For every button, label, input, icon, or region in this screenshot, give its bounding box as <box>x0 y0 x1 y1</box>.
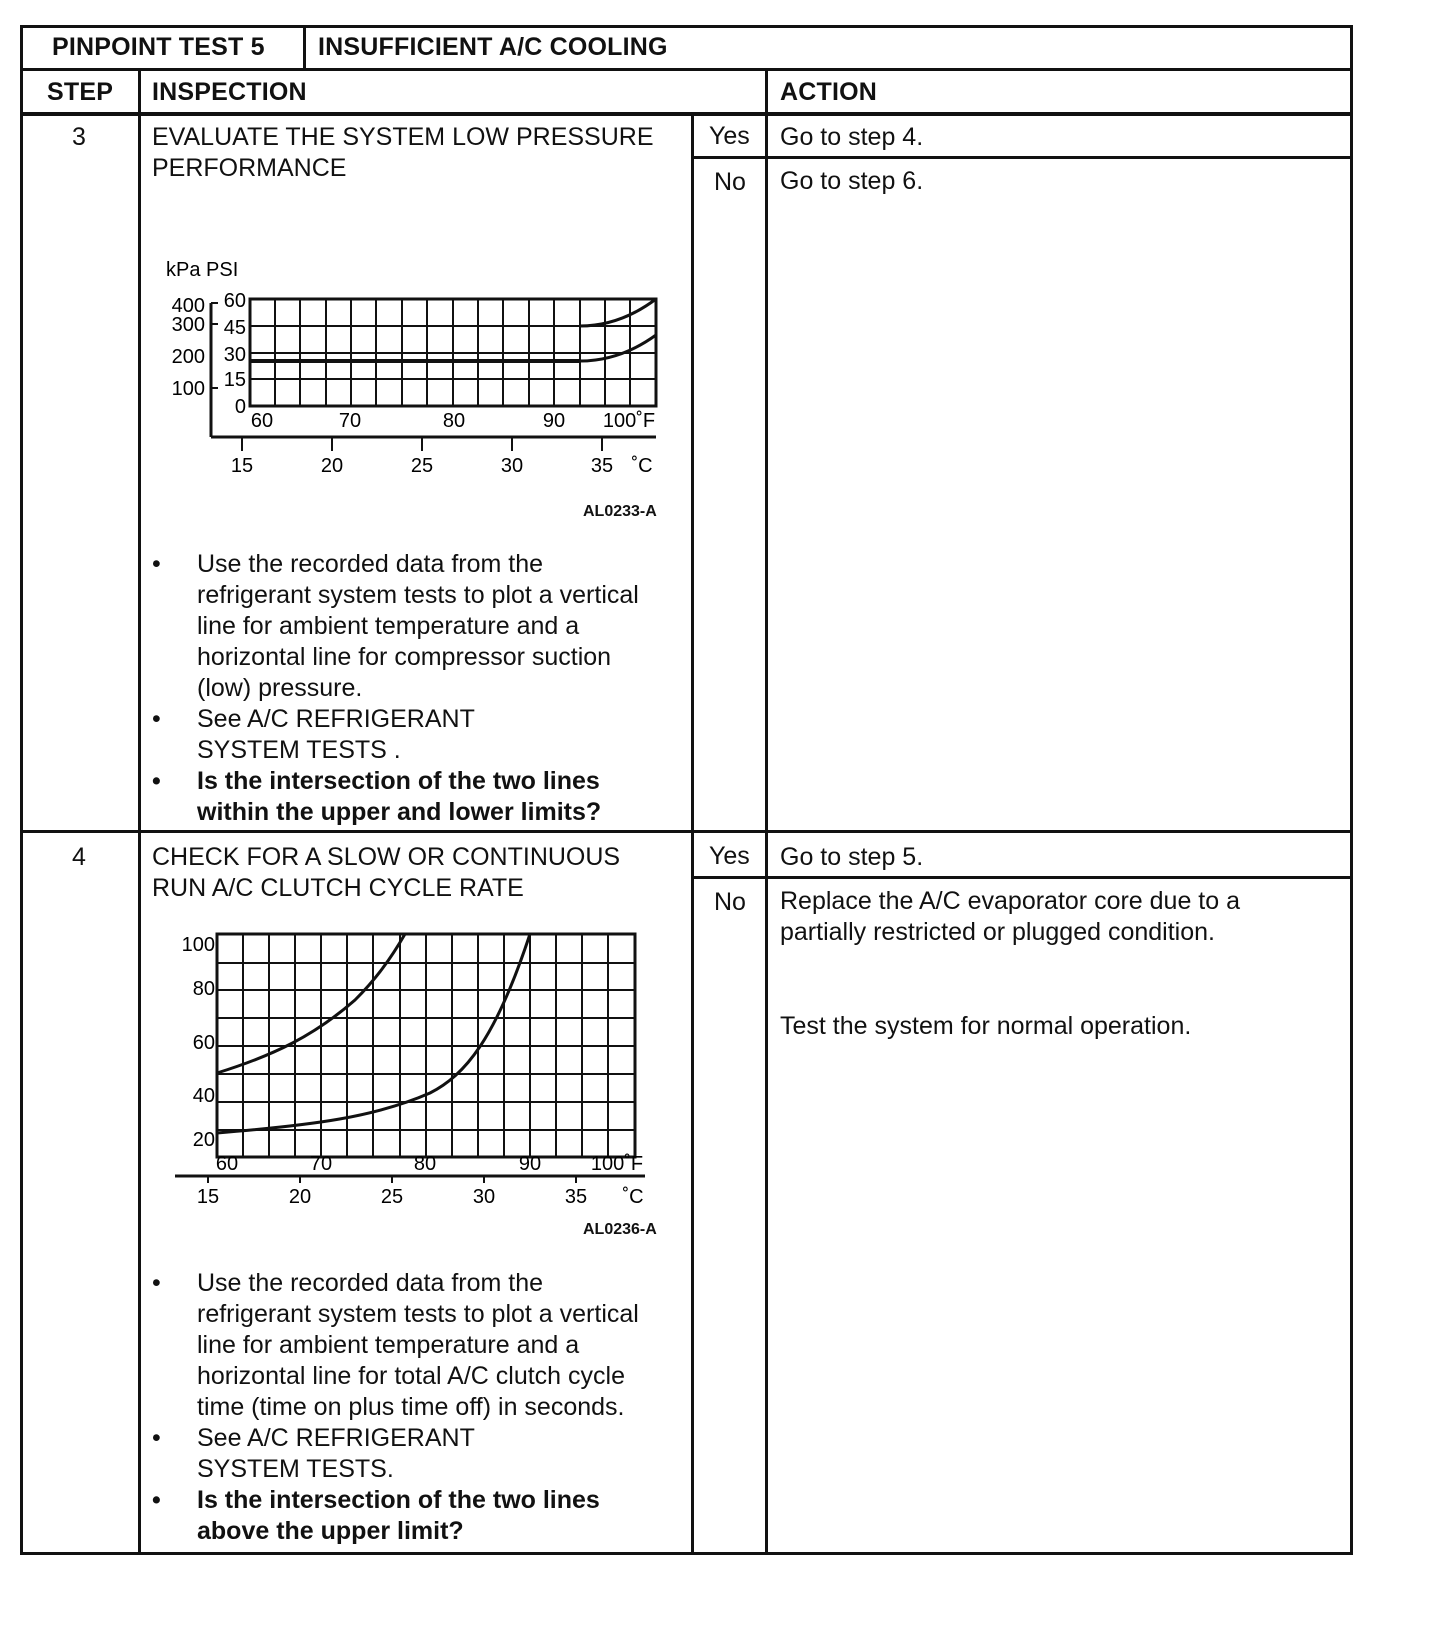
step-title-line: PERFORMANCE <box>152 154 347 182</box>
no-action-followup: Test the system for normal operation. <box>780 1012 1192 1040</box>
svg-text:45: 45 <box>223 317 246 339</box>
svg-text:35: 35 <box>564 1186 588 1208</box>
step-title-line: CHECK FOR A SLOW OR CONTINUOUS <box>152 843 621 871</box>
yes-label: Yes <box>709 842 750 870</box>
text-line: Is the intersection of the two lines <box>197 767 600 795</box>
svg-text:35: 35 <box>590 455 614 477</box>
svg-text:25: 25 <box>380 1186 404 1208</box>
text-line: See A/C REFRIGERANT <box>197 705 475 733</box>
svg-text:25: 25 <box>410 455 434 477</box>
svg-text:40: 40 <box>192 1085 215 1107</box>
svg-text:60: 60 <box>223 290 246 312</box>
text-line: above the upper limit? <box>197 1517 464 1545</box>
column-header-step: STEP <box>47 78 114 106</box>
instruction-item <box>152 1423 682 1485</box>
text-line: Use the recorded data from the <box>197 550 544 578</box>
column-header-inspection: INSPECTION <box>152 78 307 106</box>
column-header-action: ACTION <box>780 78 878 106</box>
divider <box>303 25 306 70</box>
page-title: INSUFFICIENT A/C COOLING <box>318 33 668 61</box>
text-line: time (time on plus time off) in seconds. <box>197 1393 625 1421</box>
figure-id: AL0233-A <box>583 503 657 520</box>
text-line: refrigerant system tests to plot a vertical <box>197 581 639 609</box>
y-axis-unit-label: kPa PSI <box>166 259 239 281</box>
text-line: SYSTEM TESTS . <box>197 736 401 764</box>
step-title-line: RUN A/C CLUTCH CYCLE RATE <box>152 874 524 902</box>
text-line: See A/C REFRIGERANT <box>197 1424 475 1452</box>
yes-action: Go to step 5. <box>780 843 924 871</box>
svg-text:30: 30 <box>472 1186 496 1208</box>
test-label: PINPOINT TEST 5 <box>52 33 265 61</box>
text-line: (low) pressure. <box>197 674 363 702</box>
instruction-question <box>152 1485 682 1547</box>
no-label: No <box>714 888 746 916</box>
svg-text:90: 90 <box>518 1153 542 1175</box>
instruction-item <box>152 704 682 766</box>
instruction-item <box>152 549 682 704</box>
svg-text:20: 20 <box>192 1129 215 1151</box>
svg-text:80: 80 <box>442 410 466 432</box>
bullet-icon: • <box>152 767 161 795</box>
svg-text:200: 200 <box>171 346 205 368</box>
divider <box>20 112 1353 116</box>
svg-text:80: 80 <box>413 1153 437 1175</box>
bullet-icon: • <box>152 1269 161 1297</box>
text-line: Is the intersection of the two lines <box>197 1486 600 1514</box>
no-action: Go to step 6. <box>780 167 924 195</box>
svg-text:20: 20 <box>320 455 344 477</box>
text-line: Use the recorded data from the <box>197 1269 544 1297</box>
step-title-line: EVALUATE THE SYSTEM LOW PRESSURE <box>152 123 654 151</box>
figure-id: AL0236-A <box>583 1221 657 1238</box>
svg-text:˚C: ˚C <box>631 455 653 477</box>
svg-text:400: 400 <box>171 295 205 317</box>
text-line: horizontal line for compressor suction <box>197 643 612 671</box>
svg-text:80: 80 <box>192 978 215 1000</box>
text-line: line for ambient temperature and a <box>197 1331 580 1359</box>
divider <box>138 68 141 1555</box>
divider <box>20 830 1353 833</box>
step-title <box>152 122 654 184</box>
svg-text:100˚F: 100˚F <box>602 410 656 432</box>
svg-text:60: 60 <box>215 1153 239 1175</box>
svg-text:60: 60 <box>250 410 274 432</box>
text-line: refrigerant system tests to plot a vertical <box>197 1300 639 1328</box>
svg-text:20: 20 <box>288 1186 312 1208</box>
yes-label: Yes <box>709 122 750 150</box>
svg-text:15: 15 <box>196 1186 220 1208</box>
instruction-list <box>152 1268 682 1547</box>
instruction-list <box>152 549 682 828</box>
step-number: 3 <box>72 123 86 151</box>
svg-text:70: 70 <box>338 410 362 432</box>
instruction-item <box>152 1268 682 1423</box>
clutch-cycle-chart <box>165 925 685 1215</box>
svg-text:30: 30 <box>500 455 524 477</box>
svg-text:15: 15 <box>223 369 246 391</box>
bullet-icon: • <box>152 1424 161 1452</box>
no-action <box>780 886 1240 948</box>
step-number: 4 <box>72 843 86 871</box>
text-line: line for ambient temperature and a <box>197 612 580 640</box>
svg-text:90: 90 <box>542 410 566 432</box>
text-line: within the upper and lower limits? <box>197 798 602 826</box>
svg-text:100˚F: 100˚F <box>590 1153 644 1175</box>
text-line: Replace the A/C evaporator core due to a <box>780 887 1241 915</box>
divider <box>691 876 1353 879</box>
svg-text:30: 30 <box>223 344 246 366</box>
divider <box>20 68 1353 71</box>
svg-text:˚C: ˚C <box>622 1186 644 1208</box>
text-line: horizontal line for total A/C clutch cycle <box>197 1362 625 1390</box>
text-line: partially restricted or plugged condition. <box>780 918 1215 946</box>
low-pressure-chart <box>150 255 680 530</box>
divider <box>765 68 768 1555</box>
yes-action: Go to step 4. <box>780 123 924 151</box>
text-line: SYSTEM TESTS. <box>197 1455 394 1483</box>
step-title <box>152 842 620 904</box>
svg-text:60: 60 <box>192 1032 215 1054</box>
instruction-question <box>152 766 682 828</box>
svg-text:0: 0 <box>234 396 246 418</box>
svg-text:100: 100 <box>181 934 215 956</box>
bullet-icon: • <box>152 705 161 733</box>
svg-text:15: 15 <box>230 455 254 477</box>
divider <box>691 115 694 1555</box>
divider <box>691 156 1353 159</box>
bullet-icon: • <box>152 1486 161 1514</box>
svg-text:70: 70 <box>309 1153 333 1175</box>
svg-text:300: 300 <box>171 314 205 336</box>
no-label: No <box>714 168 746 196</box>
svg-text:100: 100 <box>171 378 205 400</box>
bullet-icon: • <box>152 550 161 578</box>
